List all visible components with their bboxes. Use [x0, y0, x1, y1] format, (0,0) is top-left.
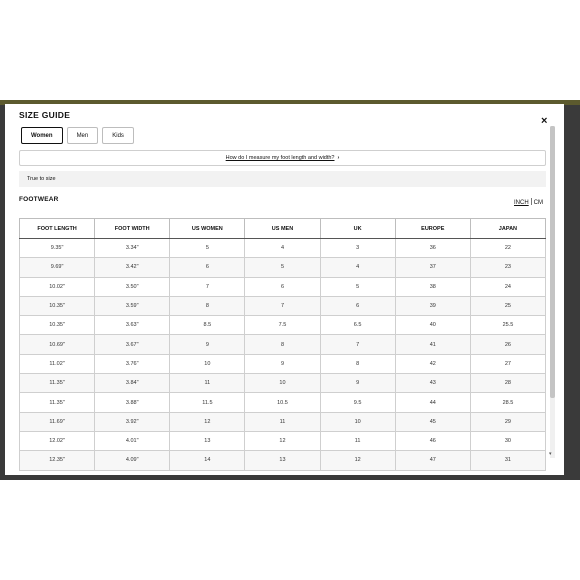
cell-us-men: 11	[245, 412, 320, 431]
cell-us-men: 10.5	[245, 393, 320, 412]
cell-us-men: 8	[245, 335, 320, 354]
cell-europe: 41	[395, 335, 470, 354]
cell-uk: 11	[320, 431, 395, 450]
cell-europe: 38	[395, 277, 470, 296]
cell-us-men: 7.5	[245, 316, 320, 335]
cell-foot-length: 9.35"	[20, 239, 95, 258]
cell-us-women: 9	[170, 335, 245, 354]
cell-japan: 25.5	[470, 316, 545, 335]
cell-foot-length: 10.02"	[20, 277, 95, 296]
table-row	[20, 451, 546, 470]
cell-foot-length: 11.35"	[20, 374, 95, 393]
cell-japan: 25	[470, 296, 545, 315]
scroll-down-arrow-icon[interactable]: ▾	[549, 451, 552, 457]
cell-foot-width: 3.63"	[95, 316, 170, 335]
table-row	[20, 296, 546, 315]
fit-text: True to size	[27, 176, 56, 182]
table-row	[20, 431, 546, 450]
size-table-container[interactable]	[19, 218, 546, 464]
cell-foot-width: 3.34"	[95, 239, 170, 258]
cell-japan: 30	[470, 431, 545, 450]
cell-foot-width: 3.92"	[95, 412, 170, 431]
chevron-right-icon: ›	[337, 155, 340, 161]
cell-japan: 24	[470, 277, 545, 296]
table-row	[20, 239, 546, 258]
cell-foot-length: 11.02"	[20, 354, 95, 373]
cell-foot-width: 3.88"	[95, 393, 170, 412]
cell-us-men: 9	[245, 354, 320, 373]
cell-foot-length: 11.69"	[20, 412, 95, 431]
cell-foot-length: 9.69"	[20, 258, 95, 277]
cell-us-women: 12	[170, 412, 245, 431]
header-foot-length: FOOT LENGTH	[20, 219, 95, 239]
cell-foot-length: 10.69"	[20, 335, 95, 354]
cell-japan: 23	[470, 258, 545, 277]
table-row	[20, 354, 546, 373]
cell-foot-width: 3.59"	[95, 296, 170, 315]
header-uk: UK	[320, 219, 395, 239]
tab-kids[interactable]: Kids	[102, 127, 134, 144]
cell-us-men: 4	[245, 239, 320, 258]
header-us-men: US MEN	[245, 219, 320, 239]
cell-japan: 26	[470, 335, 545, 354]
size-category-tabs	[21, 127, 134, 144]
cell-us-women: 7	[170, 277, 245, 296]
cell-japan: 31	[470, 451, 545, 470]
cell-us-men: 13	[245, 451, 320, 470]
cell-foot-width: 3.42"	[95, 258, 170, 277]
cell-uk: 12	[320, 451, 395, 470]
table-row	[20, 412, 546, 431]
cell-us-women: 8	[170, 296, 245, 315]
modal-title: SIZE GUIDE	[19, 110, 71, 120]
cell-foot-width: 3.50"	[95, 277, 170, 296]
cell-us-women: 5	[170, 239, 245, 258]
cell-foot-length: 12.35"	[20, 451, 95, 470]
size-guide-modal	[5, 104, 564, 475]
cell-us-men: 12	[245, 431, 320, 450]
table-header-row	[20, 219, 546, 239]
cell-us-women: 13	[170, 431, 245, 450]
close-icon[interactable]: ×	[541, 115, 548, 127]
cell-europe: 44	[395, 393, 470, 412]
header-japan: JAPAN	[470, 219, 545, 239]
unit-cm-button[interactable]: CM	[533, 200, 544, 206]
cell-foot-width: 3.76"	[95, 354, 170, 373]
cell-foot-length: 11.35"	[20, 393, 95, 412]
cell-foot-width: 4.09"	[95, 451, 170, 470]
cell-europe: 43	[395, 374, 470, 393]
tab-women[interactable]: Women	[21, 127, 63, 144]
cell-japan: 22	[470, 239, 545, 258]
unit-toggle	[514, 198, 543, 206]
cell-us-women: 6	[170, 258, 245, 277]
table-row	[20, 393, 546, 412]
cell-uk: 8	[320, 354, 395, 373]
cell-japan: 28.5	[470, 393, 545, 412]
cell-uk: 9	[320, 374, 395, 393]
size-table	[19, 218, 546, 471]
cell-europe: 36	[395, 239, 470, 258]
cell-europe: 42	[395, 354, 470, 373]
cell-uk: 4	[320, 258, 395, 277]
cell-europe: 39	[395, 296, 470, 315]
scrollbar-thumb[interactable]	[550, 126, 555, 398]
size-table-body	[20, 239, 546, 471]
cell-us-women: 8.5	[170, 316, 245, 335]
cell-foot-width: 4.01"	[95, 431, 170, 450]
section-title-footwear: FOOTWEAR	[19, 196, 59, 203]
cell-us-men: 7	[245, 296, 320, 315]
cell-japan: 27	[470, 354, 545, 373]
measure-foot-link-text[interactable]: How do I measure my foot length and width?	[225, 155, 335, 161]
cell-europe: 45	[395, 412, 470, 431]
cell-uk: 3	[320, 239, 395, 258]
cell-japan: 28	[470, 374, 545, 393]
cell-us-women: 11	[170, 374, 245, 393]
unit-divider	[531, 198, 532, 205]
cell-uk: 9.5	[320, 393, 395, 412]
cell-foot-width: 3.84"	[95, 374, 170, 393]
cell-uk: 6	[320, 296, 395, 315]
header-europe: EUROPE	[395, 219, 470, 239]
unit-inch-button[interactable]: INCH	[514, 200, 529, 206]
cell-europe: 47	[395, 451, 470, 470]
table-row	[20, 258, 546, 277]
header-us-women: US WOMEN	[170, 219, 245, 239]
cell-foot-length: 12.02"	[20, 431, 95, 450]
table-row	[20, 374, 546, 393]
header-foot-width: FOOT WIDTH	[95, 219, 170, 239]
cell-uk: 10	[320, 412, 395, 431]
table-row	[20, 335, 546, 354]
cell-uk: 5	[320, 277, 395, 296]
measure-foot-link-button[interactable]	[19, 150, 546, 166]
cell-foot-length: 10.35"	[20, 296, 95, 315]
cell-uk: 7	[320, 335, 395, 354]
table-row	[20, 316, 546, 335]
cell-us-men: 10	[245, 374, 320, 393]
cell-japan: 29	[470, 412, 545, 431]
table-row	[20, 277, 546, 296]
cell-europe: 37	[395, 258, 470, 277]
cell-us-women: 10	[170, 354, 245, 373]
cell-us-women: 14	[170, 451, 245, 470]
cell-europe: 40	[395, 316, 470, 335]
cell-europe: 46	[395, 431, 470, 450]
cell-us-men: 6	[245, 277, 320, 296]
fit-info-bar	[19, 171, 546, 187]
tab-men[interactable]: Men	[67, 127, 99, 144]
cell-foot-length: 10.35"	[20, 316, 95, 335]
cell-us-women: 11.5	[170, 393, 245, 412]
cell-uk: 6.5	[320, 316, 395, 335]
cell-us-men: 5	[245, 258, 320, 277]
cell-foot-width: 3.67"	[95, 335, 170, 354]
